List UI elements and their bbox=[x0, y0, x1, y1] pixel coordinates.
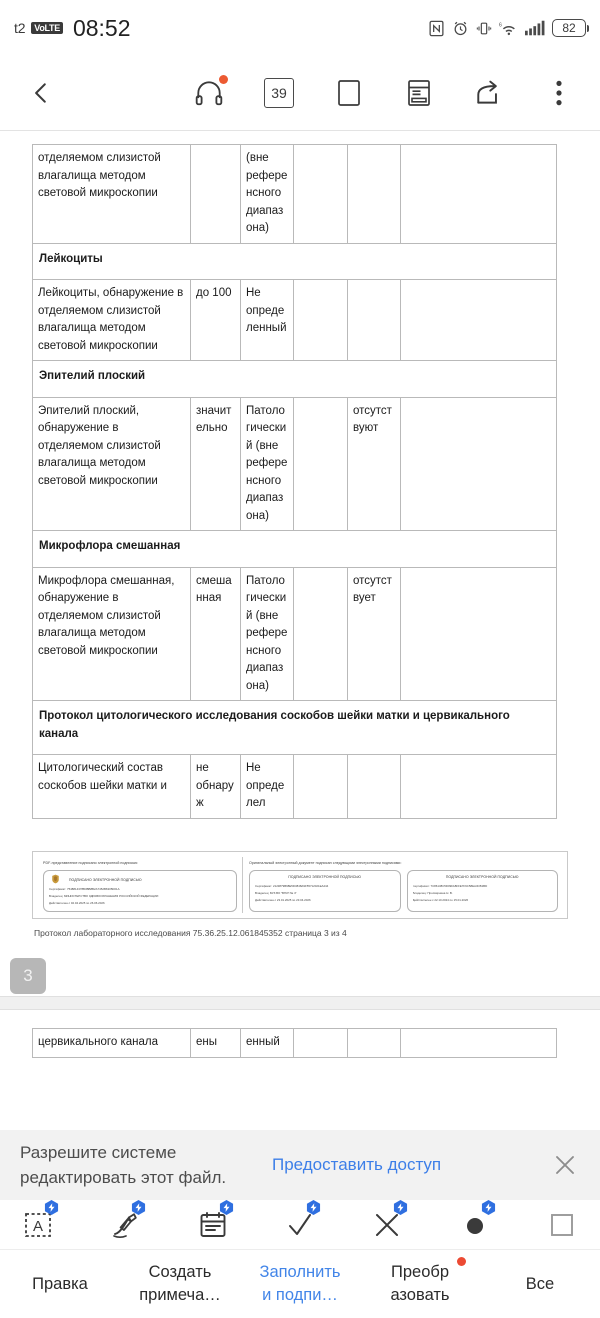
alarm-icon bbox=[452, 20, 469, 37]
svg-text:6: 6 bbox=[499, 21, 502, 28]
table-cell-note bbox=[401, 755, 557, 819]
premium-badge-icon bbox=[44, 1200, 59, 1215]
more-options-icon bbox=[556, 80, 562, 106]
original-signature-row bbox=[249, 870, 558, 912]
signature-card bbox=[249, 870, 401, 912]
app-toolbar bbox=[0, 56, 600, 130]
signature-heading: ПОДПИСАНО ЭЛЕКТРОННОЙ ПОДПИСЬЮ bbox=[69, 877, 142, 882]
table-cell-unit bbox=[294, 145, 348, 244]
carrier-label: t2 bbox=[14, 20, 26, 36]
table-cell-value: значительно bbox=[191, 397, 241, 531]
status-bar-left bbox=[14, 15, 131, 42]
coat-of-arms-icon bbox=[51, 874, 60, 884]
annotation-tool-strip bbox=[0, 1200, 600, 1250]
more-options-button[interactable] bbox=[536, 70, 582, 116]
table-cell-ref: енный bbox=[241, 1029, 294, 1058]
table-cell-note bbox=[401, 280, 557, 361]
nav-item-all[interactable] bbox=[480, 1273, 600, 1296]
nfc-icon bbox=[428, 20, 445, 37]
read-aloud-button[interactable] bbox=[186, 70, 232, 116]
next-pdf-page bbox=[0, 1028, 600, 1058]
table-cell-name: цервикального канала bbox=[33, 1029, 191, 1058]
share-button[interactable] bbox=[466, 70, 512, 116]
table-section-title: Микрофлора смешанная bbox=[33, 531, 557, 568]
table-section-row bbox=[33, 361, 557, 398]
nav-label-line1: Все bbox=[525, 1274, 555, 1293]
back-icon bbox=[28, 80, 54, 106]
table-cell-ref: Патологический (вне референсного диапазона) bbox=[241, 567, 294, 701]
table-cell-extra bbox=[348, 145, 401, 244]
page-count-icon bbox=[264, 78, 294, 108]
table-cell-note bbox=[401, 567, 557, 701]
wifi-icon bbox=[499, 20, 518, 37]
original-signature-title: Оригинальный электронный документ подписан следующими электронными подписями: bbox=[249, 860, 402, 865]
page-separator bbox=[0, 996, 600, 1010]
premium-badge-icon bbox=[306, 1200, 321, 1215]
lab-results-table-continued bbox=[32, 1028, 557, 1058]
signature-validity: Действителен с 02.04.2025 по 26.06.2026 bbox=[49, 901, 105, 906]
signature-pen-tool[interactable] bbox=[101, 1203, 149, 1247]
premium-badge-icon bbox=[131, 1200, 146, 1215]
table-cell-extra bbox=[348, 755, 401, 819]
nav-label-line2: и подпи… bbox=[262, 1286, 338, 1304]
table-cell-name: Микрофлора смешанная, обнаружение в отделяемом слизистой влагалища методом световой микроскопии bbox=[33, 567, 191, 701]
cross-mark-icon bbox=[373, 1211, 401, 1239]
cross-mark-tool[interactable] bbox=[363, 1203, 411, 1247]
battery-level-label: 82 bbox=[562, 21, 576, 35]
premium-badge-icon bbox=[481, 1200, 496, 1215]
date-stamp-tool[interactable] bbox=[189, 1203, 237, 1247]
table-cell-ref: Не определел bbox=[241, 755, 294, 819]
empty-square-tool[interactable] bbox=[538, 1203, 586, 1247]
table-section-row bbox=[33, 701, 557, 755]
signature-block bbox=[32, 851, 568, 919]
volte-badge: VoLTE bbox=[31, 22, 63, 34]
signature-card bbox=[43, 870, 237, 912]
nav-label-line1: Правка bbox=[32, 1274, 88, 1293]
svg-text:A: A bbox=[32, 1217, 44, 1235]
document-top-divider bbox=[0, 130, 600, 131]
pdf-signature-title: PDF-представление подписано электронной подписью: bbox=[43, 860, 139, 865]
table-row bbox=[33, 145, 557, 244]
table-cell-name: Эпителий плоский, обнаружение в отделяемом слизистой влагалища методом световой микроскопии bbox=[33, 397, 191, 531]
table-cell-value: ены bbox=[191, 1029, 241, 1058]
lab-results-table bbox=[32, 144, 557, 819]
toolbar-actions bbox=[186, 70, 582, 116]
share-icon bbox=[474, 79, 504, 107]
table-cell-value bbox=[191, 145, 241, 244]
signature-validity: Действителен с 23.01.2025 по 23.04.2026 bbox=[255, 898, 311, 903]
text-box-tool[interactable] bbox=[14, 1203, 62, 1247]
signature-certificate: Сертификат: 2123879B98E5D3848A9F55712021EA244 bbox=[255, 883, 329, 888]
nav-item-fill-and-sign[interactable] bbox=[240, 1261, 360, 1307]
page-count-button[interactable] bbox=[256, 70, 302, 116]
pdf-signature-row bbox=[43, 870, 237, 912]
notification-dot bbox=[219, 75, 228, 84]
table-cell-value: не обнаруж bbox=[191, 755, 241, 819]
signature-card bbox=[407, 870, 559, 912]
table-cell-unit bbox=[294, 567, 348, 701]
nav-item-convert[interactable] bbox=[360, 1261, 480, 1307]
clock-label: 08:52 bbox=[72, 14, 131, 41]
close-icon bbox=[554, 1154, 576, 1176]
signature-certificate: Сертификат: 7548814378B3BB8B2A7452B6305D01A bbox=[49, 886, 120, 891]
table-row bbox=[33, 280, 557, 361]
permission-message bbox=[20, 1140, 250, 1190]
nav-item-edit[interactable] bbox=[0, 1273, 120, 1296]
nav-label-line1: Преобр bbox=[390, 1263, 450, 1281]
table-cell-unit bbox=[294, 755, 348, 819]
signature-owner: Владелец: МИНИСТЕРСТВО ЗДРАВООХРАНЕНИЯ РОССИЙСКОЙ ФЕДЕРАЦИИ bbox=[49, 893, 159, 898]
nav-label-line1: Создать bbox=[148, 1263, 212, 1281]
nav-label-line2: азовать bbox=[390, 1286, 450, 1304]
premium-badge-icon bbox=[393, 1200, 408, 1215]
checkmark-tool[interactable] bbox=[276, 1203, 324, 1247]
table-section-title: Лейкоциты bbox=[33, 243, 557, 280]
premium-badge-icon bbox=[219, 1200, 234, 1215]
fit-screen-button[interactable] bbox=[326, 70, 372, 116]
nav-badge-dot bbox=[457, 1257, 466, 1266]
signature-heading: ПОДПИСАНО ЭЛЕКТРОННОЙ ПОДПИСЬЮ bbox=[445, 874, 519, 879]
status-bar bbox=[0, 0, 600, 56]
permission-banner bbox=[0, 1130, 600, 1200]
table-row bbox=[33, 755, 557, 819]
permission-message-line2: редактировать этот файл. bbox=[20, 1168, 227, 1187]
layout-button[interactable] bbox=[396, 70, 442, 116]
table-row bbox=[33, 567, 557, 701]
page-footer-text: Протокол лабораторного исследования 75.36.25.12.061845352 страница 3 из 4 bbox=[34, 927, 347, 938]
table-cell-extra bbox=[348, 280, 401, 361]
back-button[interactable] bbox=[18, 70, 64, 116]
nav-label-line1: Заполнить bbox=[259, 1263, 341, 1281]
nav-label-line2: примеча… bbox=[139, 1286, 221, 1304]
table-cell-extra bbox=[348, 1029, 401, 1058]
status-bar-right bbox=[428, 19, 586, 37]
empty-square-icon bbox=[548, 1211, 576, 1239]
dot-mark-icon bbox=[462, 1212, 488, 1238]
table-row bbox=[33, 397, 557, 531]
document-viewport[interactable] bbox=[0, 130, 600, 1130]
fit-screen-icon bbox=[335, 78, 363, 108]
signature-certificate: Сертификат: 7C86138C5D09FA8FFE7F9C58EA3CB1BD bbox=[412, 883, 488, 888]
dot-mark-tool[interactable] bbox=[451, 1203, 499, 1247]
nav-item-create-note[interactable] bbox=[120, 1261, 240, 1307]
table-cell-name: Цитологический состав соскобов шейки матки и bbox=[33, 755, 191, 819]
grant-access-button[interactable]: Предоставить доступ bbox=[272, 1155, 442, 1174]
pdf-page bbox=[0, 144, 600, 938]
lab-results-continued-body bbox=[33, 1029, 557, 1058]
table-section-title: Эпителий плоский bbox=[33, 361, 557, 398]
table-cell-note bbox=[401, 1029, 557, 1058]
signature-owner: Владелец: Просвирнина Н. В. bbox=[412, 890, 453, 895]
table-cell-name: Лейкоциты, обнаружение в отделяемом слизистой влагалища методом световой микроскопии bbox=[33, 280, 191, 361]
signal-icon bbox=[525, 20, 545, 36]
table-section-title: Протокол цитологического исследования соскобов шейки матки и цервикального канала bbox=[33, 701, 557, 755]
close-banner-button[interactable] bbox=[550, 1150, 580, 1180]
table-cell-ref: (вне референсного диапазона) bbox=[241, 145, 294, 244]
table-cell-unit bbox=[294, 1029, 348, 1058]
table-cell-note bbox=[401, 397, 557, 531]
table-cell-ref: Не определенный bbox=[241, 280, 294, 361]
table-cell-extra: отсутствуют bbox=[348, 397, 401, 531]
table-row bbox=[33, 1029, 557, 1058]
pdf-signature-column bbox=[37, 857, 243, 913]
page-number-label: 3 bbox=[23, 966, 33, 985]
table-cell-ref: Патологический (вне референсного диапазона) bbox=[241, 397, 294, 531]
table-cell-extra: отсутствует bbox=[348, 567, 401, 701]
battery-icon bbox=[552, 19, 586, 37]
table-cell-note bbox=[401, 145, 557, 244]
page-number-badge bbox=[10, 958, 46, 994]
bottom-navigation bbox=[0, 1250, 600, 1318]
original-signature-column bbox=[243, 857, 563, 913]
layout-icon bbox=[405, 78, 433, 108]
signature-heading: ПОДПИСАНО ЭЛЕКТРОННОЙ ПОДПИСЬЮ bbox=[288, 874, 362, 879]
lab-results-body bbox=[33, 145, 557, 819]
vibrate-icon bbox=[476, 20, 492, 37]
table-cell-unit bbox=[294, 397, 348, 531]
signature-owner: Владелец: БУЗ ВО "ВГКП № 4" bbox=[255, 890, 297, 895]
table-cell-unit bbox=[294, 280, 348, 361]
page-count-label: 39 bbox=[271, 85, 287, 101]
permission-message-line1: Разрешите системе bbox=[20, 1143, 177, 1162]
table-cell-value: смешанная bbox=[191, 567, 241, 701]
table-section-row bbox=[33, 531, 557, 568]
table-cell-value: до 100 bbox=[191, 280, 241, 361]
table-cell-name: отделяемом слизистой влагалища методом световой микроскопии bbox=[33, 145, 191, 244]
signature-validity: Действителен с 22.10.2024 по 15.01.2026 bbox=[412, 898, 469, 903]
table-section-row bbox=[33, 243, 557, 280]
